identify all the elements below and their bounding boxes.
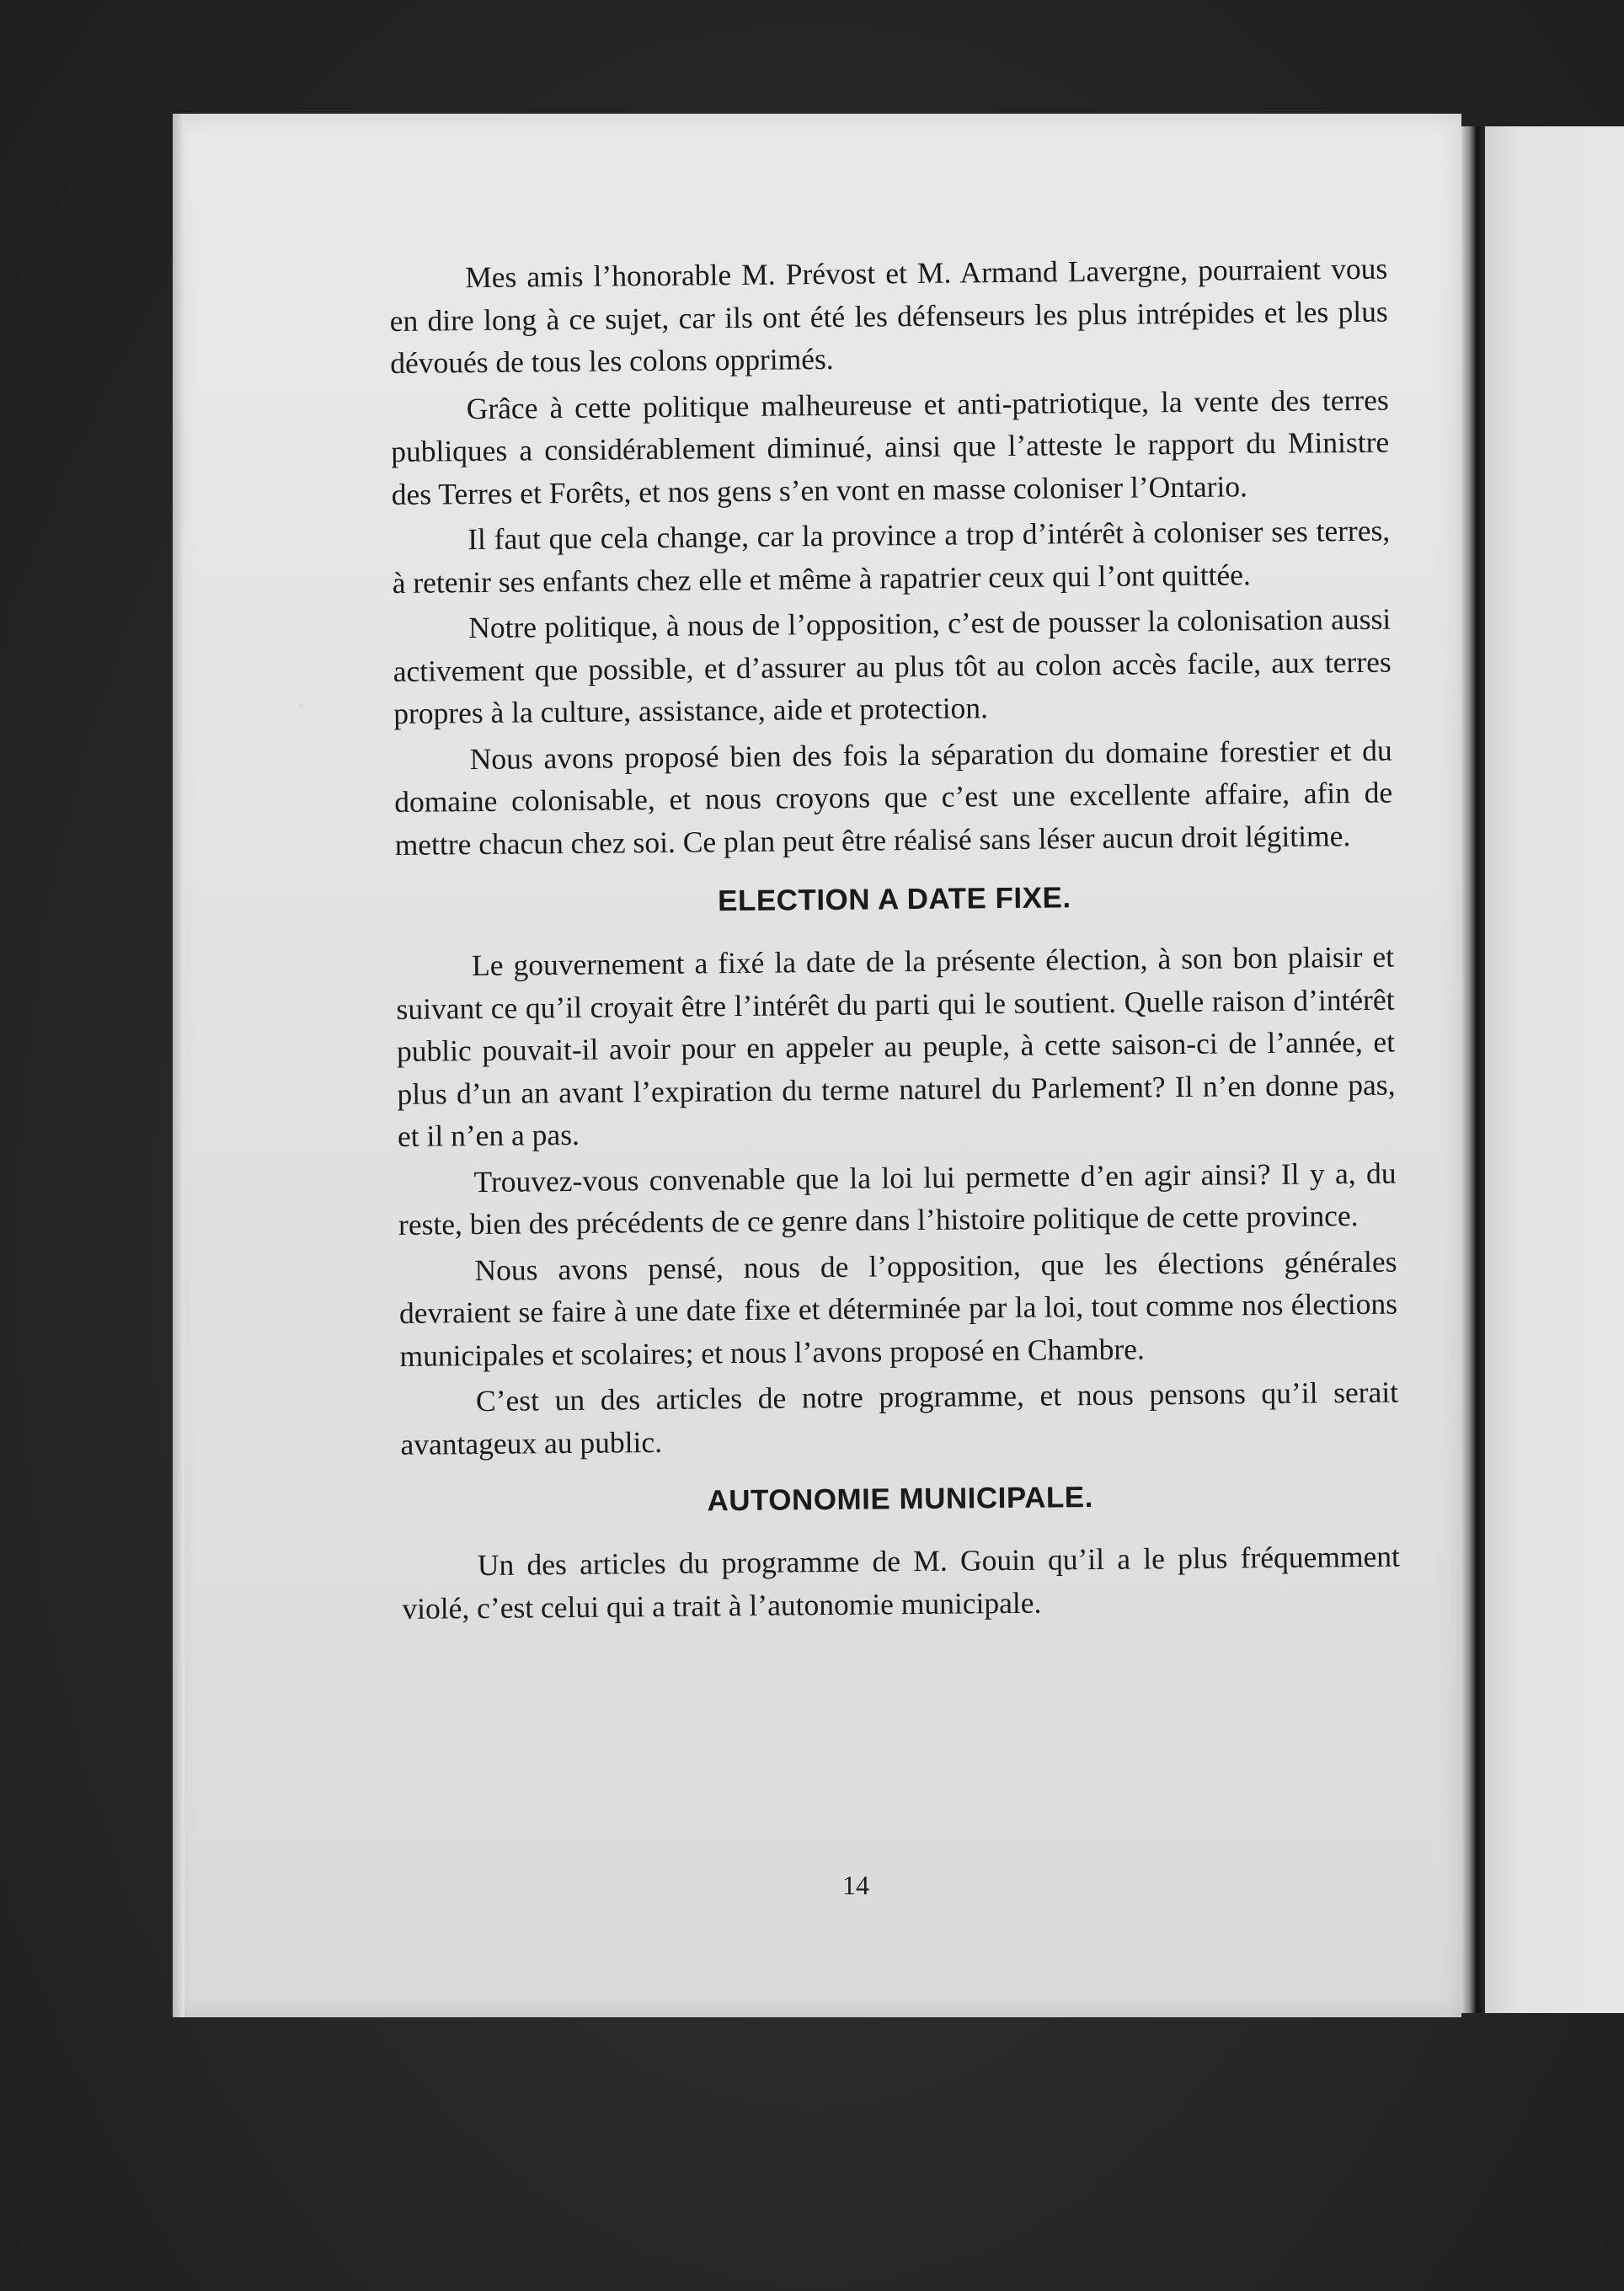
paragraph: Grâce à cette politique malheureuse et anti-patriotique, la vente des terres publiques a considérablement diminué, ainsi que l’atteste le rapport du Ministre des Terres et Forêts, et nos gens s’en vont en masse coloniser l’Ontario. xyxy=(391,382,1390,511)
paragraph: Il faut que cela change, car la province a trop d’intérêt à coloniser ses terres, à retenir ses enfants chez elle et même à rapatrier ceux qui l’ont quittée. xyxy=(392,513,1391,600)
book-gutter xyxy=(1461,126,1485,2013)
right-page xyxy=(1485,126,1624,2013)
paper-speck xyxy=(299,703,303,708)
paragraph: Nous avons proposé bien des fois la séparation du domaine forestier et du domaine colonisable, et nous croyons que c’est une excellente affaire, afin de mettre chacun chez soi. Ce plan peut être réalisé sans léser aucun droit légitime. xyxy=(394,733,1393,862)
paragraph: C’est un des articles de notre programme, et nous pensons qu’il serait avantageux au public. xyxy=(400,1375,1399,1461)
paragraph: Trouvez-vous convenable que la loi lui permette d’en agir ainsi? Il y a, du reste, bien des précédents de ce genre dans l’histoire politique de cette province. xyxy=(398,1156,1397,1242)
paragraph: Mes amis l’honorable M. Prévost et M. Armand Lavergne, pourraient vous en dire long à ce sujet, car ils ont été les défenseurs les plus intrépides et les plus dévoués de tous les colons opprimés. xyxy=(389,251,1388,380)
paragraph: Le gouvernement a fixé la date de la présente élection, à son bon plaisir et suivant ce qu’il croyait être l’intérêt du parti qui le soutient. Quelle raison d’intérêt public pouvait-il avoir pour en appeler au peuple, à cette saison-ci de l’année, et plus d’un an avant l’expiration du terme naturel du Parlement? Il n’en donne pas, et il n’en a pas. xyxy=(396,939,1396,1153)
paragraph: Notre politique, à nous de l’opposition, c’est de pousser la colonisation aussi activement que possible, et d’assurer au plus tôt au colon accès facile, aux terres propres à la culture, assistance, aide et protection. xyxy=(393,601,1392,730)
section-heading-autonomie: AUTONOMIE MUNICIPALE. xyxy=(707,1481,1094,1518)
section-heading-election: ELECTION A DATE FIXE. xyxy=(717,881,1071,918)
page-number: 14 xyxy=(842,1870,869,1900)
paragraph: Un des articles du programme de M. Gouin qu’il a le plus fréquemment violé, c’est celui qui a trait à l’autonomie municipale. xyxy=(402,1539,1401,1626)
paragraph: Nous avons pensé, nous de l’opposition, que les élections générales devraient se faire à une date fixe et déterminée par la loi, tout comme nos élections municipales et scolaires; et nous l’avons proposé en Chambre. xyxy=(398,1244,1398,1373)
left-page-text xyxy=(389,248,1401,1633)
